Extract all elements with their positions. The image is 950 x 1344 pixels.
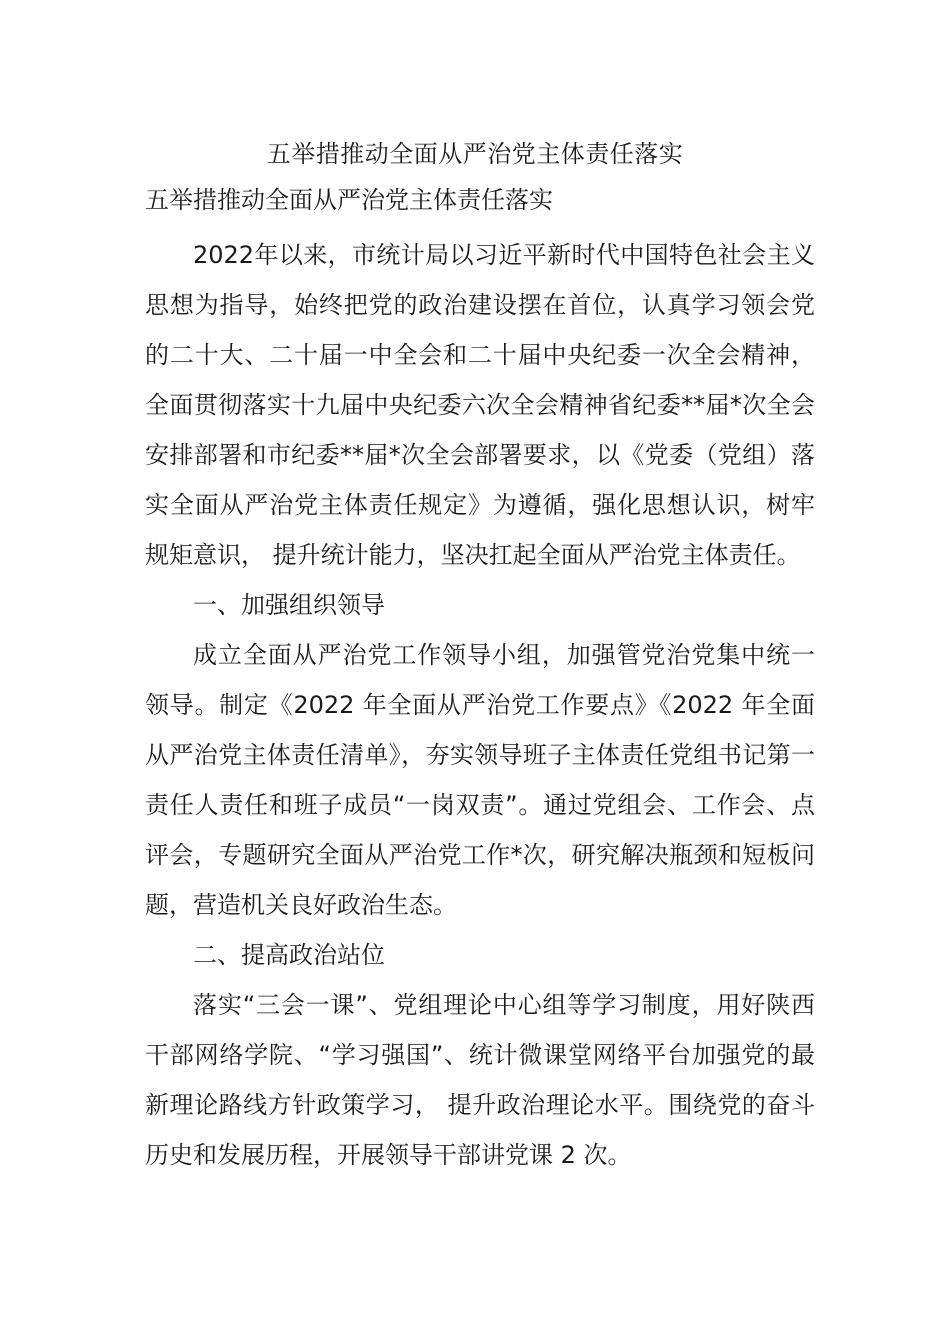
document-body [145,230,815,1180]
section-heading-2: 二、提高政治站位 [193,941,385,969]
section-heading-1: 一、加强组织领导 [193,591,385,619]
section-1-paragraph: 成立全面从严治党工作领导小组，加强管党治党集中统一领导。制定《2022 年全面从严治党工作要点》《2022 年全面从严治党主体责任清单》，夯实领导班子主体责任党组书记第一责任人责任和班子成员“一岗双责”。通过党组会、工作会、点评会，专题研究全面从严治党工作*次，研究解决瓶颈和短板问题，营造机关良好政治生态。 [145,641,815,919]
document-title: 五举措推动全面从严治党主体责任落实 [266,140,684,168]
section-2-paragraph: 落实“三会一课”、党组理论中心组等学习制度，用好陕西干部网络学院、“学习强国”、统计微课堂网络平台加强党的最新理论路线方针政策学习， 提升政治理论水平。围绕党的奋斗历史和发展历程，开展领导干部讲党课 2 次。 [145,991,815,1169]
intro-paragraph: 2022年以来，市统计局以习近平新时代中国特色社会主义思想为指导，始终把党的政治建设摆在首位，认真学习领会党的二十大、二十届一中全会和二十届中央纪委一次全会精神，全面贯彻落实十九届中央纪委六次全会精神省纪委**届*次全会安排部署和市纪委**届*次全会部署要求，以《党委（党组）落实全面从严治党主体责任规定》为遵循，强化思想认识，树牢规矩意识， 提升统计能力，坚决扛起全面从严治党主体责任。 [145,241,815,569]
document-subtitle: 五举措推动全面从严治党主体责任落实 [145,186,553,214]
